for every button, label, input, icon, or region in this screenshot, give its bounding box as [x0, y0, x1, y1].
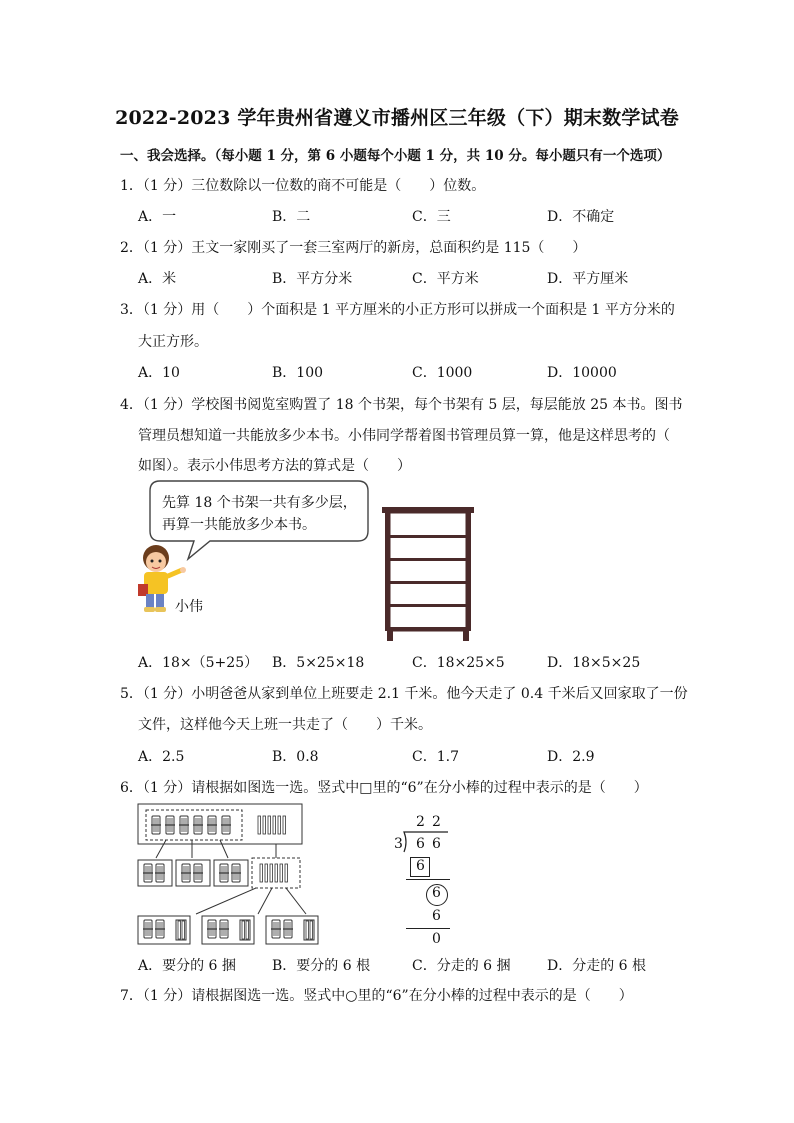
q2-option-b[interactable]: B．平方分米	[272, 271, 353, 287]
bubble-line-1: 先算 18 个书架一共有多少层，	[162, 495, 357, 511]
question-5-line-2: 文件，这样他今天上班一共走了（ ）千米。	[138, 717, 432, 733]
second-subtract-digit: 6	[432, 908, 441, 924]
q4-option-d[interactable]: D．18×5×25	[547, 655, 641, 671]
circled-digit: 6	[432, 885, 441, 901]
question-2: 2．（1 分）王文一家刚买了一套三室两厅的新房，总面积约是 115（ ）	[120, 240, 587, 256]
question-5-line-1: 5．（1 分）小明爸爸从家到单位上班要走 2.1 千米。他今天走了 0.4 千米后又回家取了一份	[120, 686, 688, 702]
q2-option-c[interactable]: C．平方米	[412, 271, 479, 287]
dividend-digit-2: 6	[432, 836, 441, 852]
q2-option-d[interactable]: D．平方厘米	[547, 271, 629, 287]
q6-option-a[interactable]: A．要分的 6 捆	[138, 958, 236, 974]
q1-option-d[interactable]: D．不确定	[547, 209, 615, 225]
q5-option-d[interactable]: D．2.9	[547, 749, 595, 765]
q3-option-c[interactable]: C．1000	[412, 365, 473, 381]
bubble-line-2: 再算一共能放多少本书。	[162, 517, 316, 533]
q6-option-b[interactable]: B．要分的 6 根	[272, 958, 371, 974]
q1-option-a[interactable]: A．一	[138, 209, 177, 225]
boxed-digit: 6	[416, 858, 425, 874]
question-4-line-1: 4．（1 分）学校图书阅览室购置了 18 个书架，每个书架有 5 层，每层能放 25 本书。图书	[120, 397, 683, 413]
q3-option-d[interactable]: D．10000	[547, 365, 617, 381]
quotient-digit-2: 2	[432, 814, 441, 830]
division-bracket	[400, 830, 450, 854]
q5-option-c[interactable]: C．1.7	[412, 749, 459, 765]
q4-option-c[interactable]: C．18×25×5	[412, 655, 505, 671]
q6-option-d[interactable]: D．分走的 6 根	[547, 958, 647, 974]
q5-option-b[interactable]: B．0.8	[272, 749, 319, 765]
q1-option-c[interactable]: C．三	[412, 209, 451, 225]
divisor: 3	[394, 836, 403, 852]
question-6: 6．（1 分）请根据如图选一选。竖式中□里的“6”在分小棒的过程中表示的是（ ）	[120, 780, 648, 796]
q1-option-b[interactable]: B．二	[272, 209, 311, 225]
division-line-2	[406, 928, 450, 929]
question-7: 7．（1 分）请根据图选一选。竖式中○里的“6”在分小棒的过程中表示的是（ ）	[120, 988, 633, 1004]
q2-option-a[interactable]: A．米	[138, 271, 177, 287]
question-4-line-2: 管理员想知道一共能放多少本书。小伟同学帮着图书管理员算一算，他是这样思考的（	[138, 428, 670, 444]
q3-option-a[interactable]: A．10	[138, 365, 180, 381]
q6-option-c[interactable]: C．分走的 6 捆	[412, 958, 511, 974]
page-title: 2022-2023 学年贵州省遵义市播州区三年级（下）期末数学试卷	[115, 107, 679, 129]
q3-option-b[interactable]: B．100	[272, 365, 324, 381]
stick-division-diagram	[136, 802, 336, 950]
q4-option-b[interactable]: B．5×25×18	[272, 655, 365, 671]
division-line-1	[406, 879, 450, 880]
boy-name-label: 小伟	[175, 599, 203, 615]
q5-option-a[interactable]: A．2.5	[138, 749, 185, 765]
question-4-line-3: 如图）。表示小伟思考方法的算式是（ ）	[138, 458, 411, 474]
bookshelf-illustration	[380, 505, 476, 643]
remainder-digit: 0	[432, 931, 441, 947]
section-heading: 一、我会选择。（每小题 1 分，第 6 小题每个小题 1 分，共 10 分。每小题只有一个选项）	[120, 148, 671, 164]
question-1: 1．（1 分）三位数除以一位数的商不可能是（ ）位数。	[120, 178, 486, 194]
long-division	[392, 814, 462, 954]
quotient-digit-1: 2	[416, 814, 425, 830]
q4-option-a[interactable]: A．18×（5+25）	[138, 655, 259, 671]
question-3-line-1: 3．（1 分）用（ ）个面积是 1 平方厘米的小正方形可以拼成一个面积是 1 平方分米的	[120, 302, 675, 318]
question-3-line-2: 大正方形。	[138, 334, 208, 350]
dividend-digit-1: 6	[416, 836, 425, 852]
